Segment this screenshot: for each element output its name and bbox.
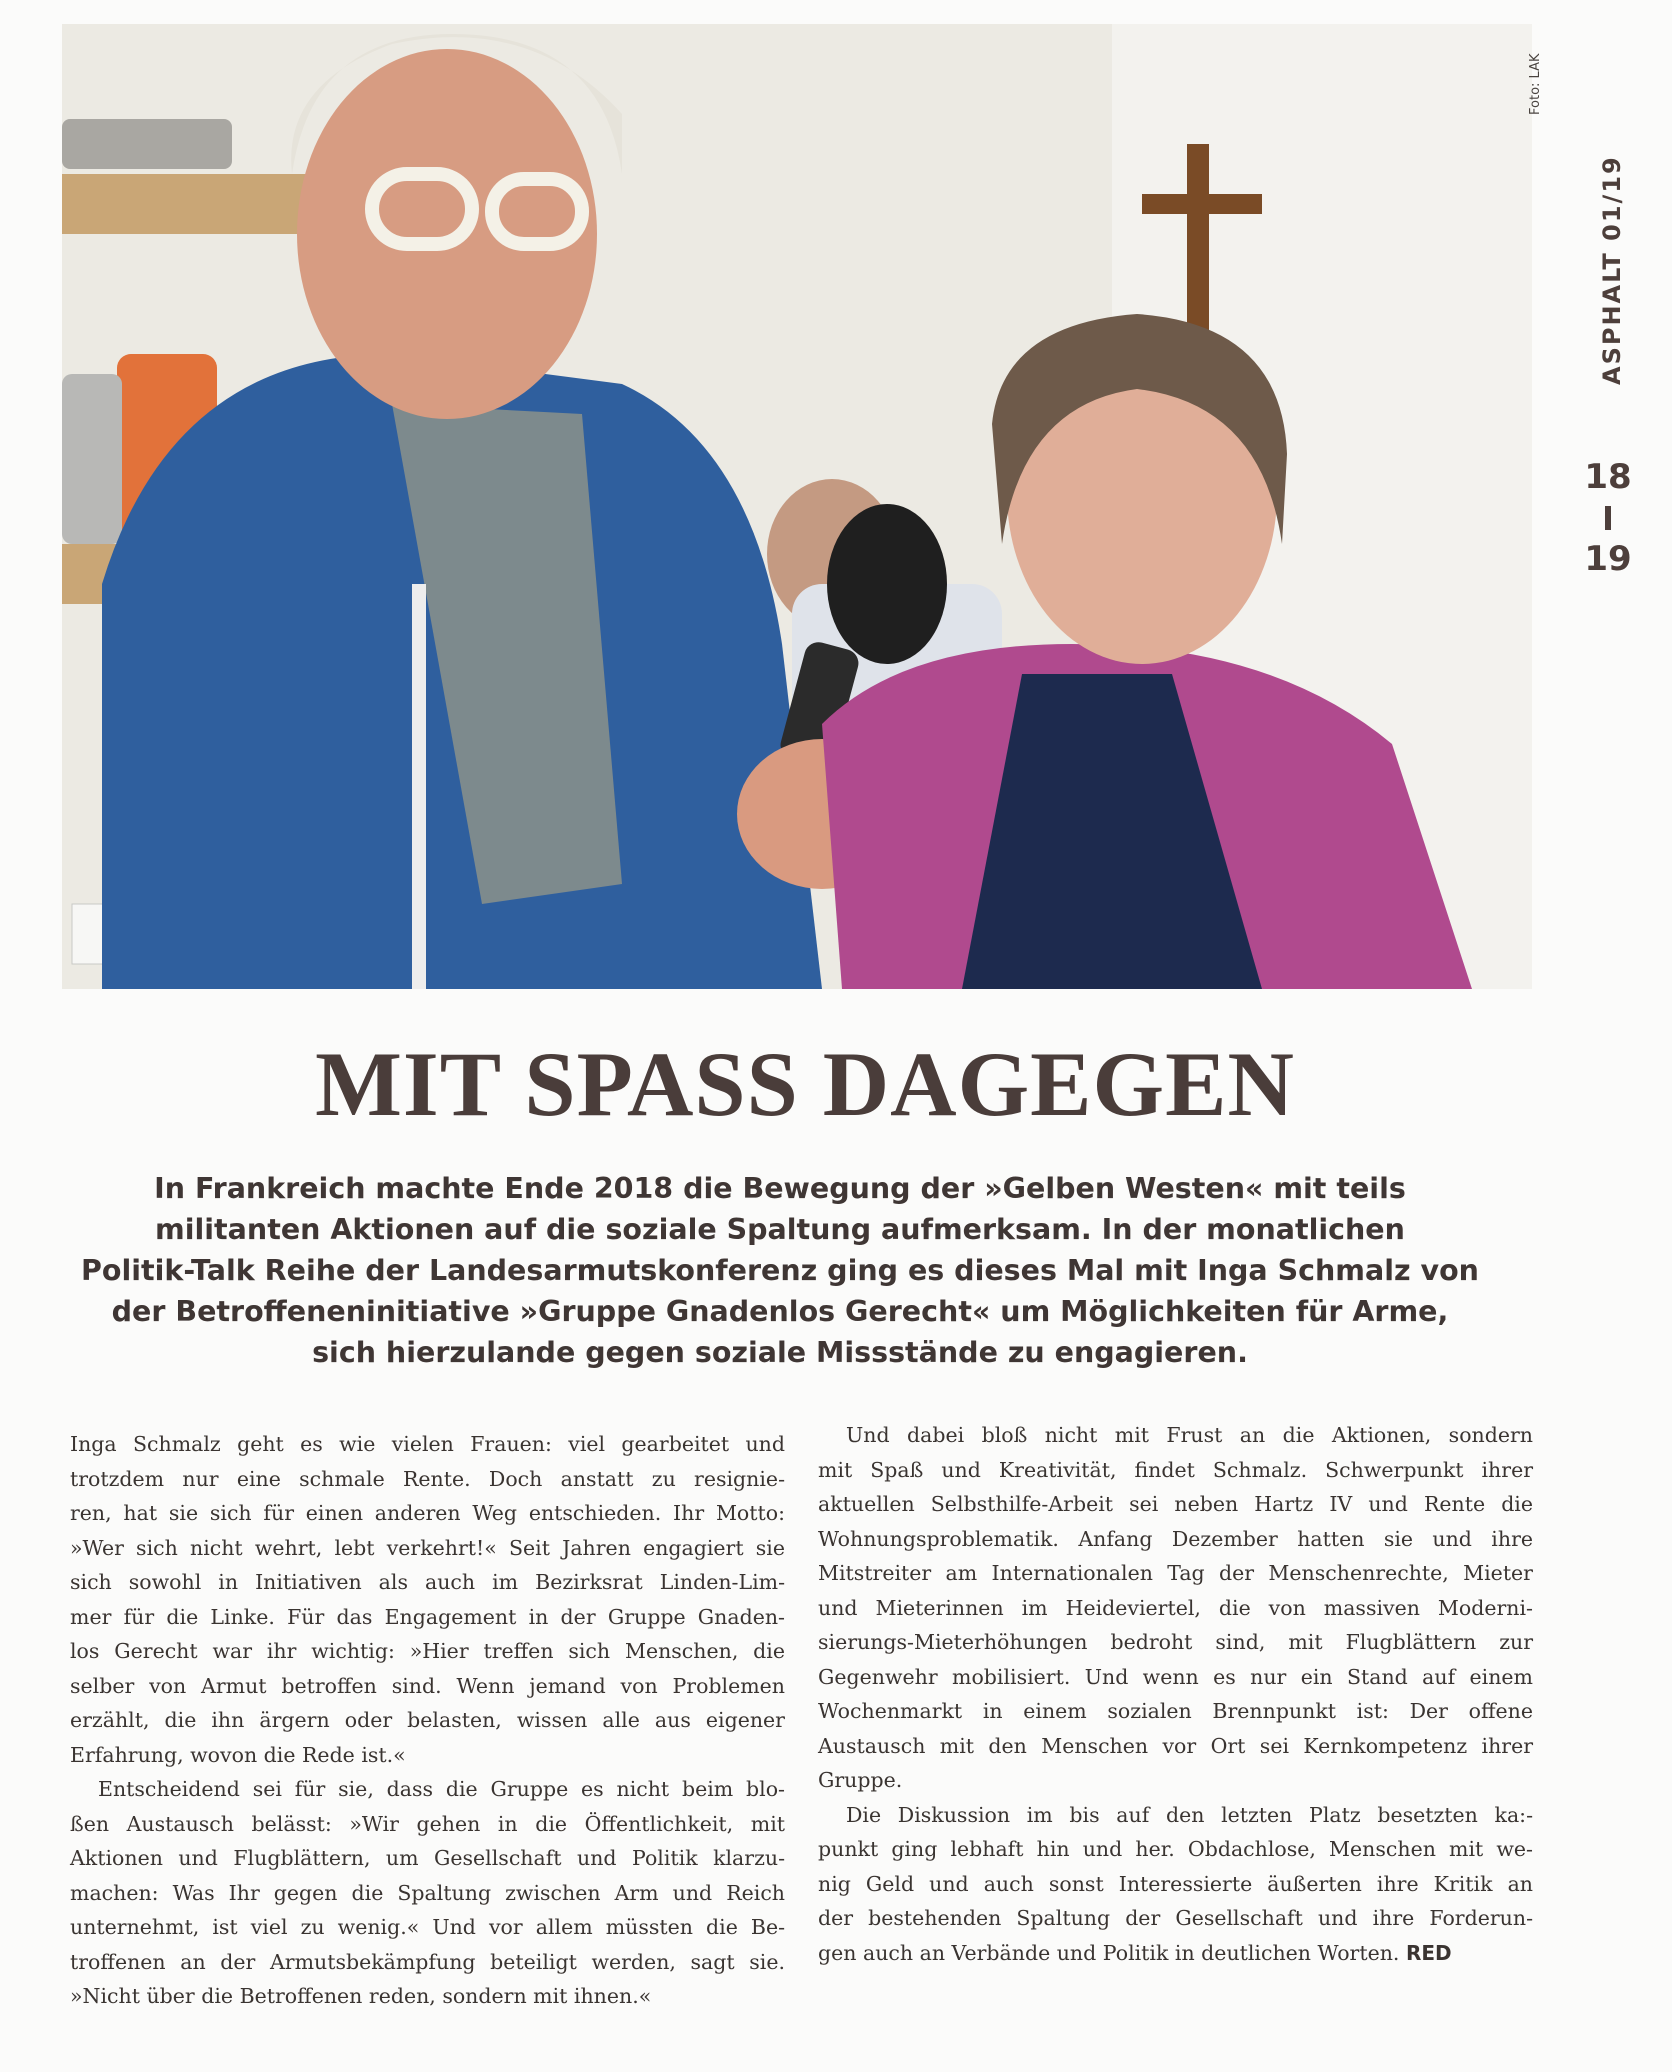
text-line: trotzdem nur eine schmale Rente. Doch anstatt zu resignie- (70, 1466, 785, 1491)
article-photo (62, 24, 1532, 989)
article-column-left (70, 1427, 785, 2014)
page-number-left: 18 (1584, 457, 1632, 497)
text-line: Gruppe. (818, 1768, 903, 1792)
text-line: Und dabei bloß nicht mit Frust an die Aktionen, sondern (846, 1423, 1533, 1447)
article-column-right (818, 1418, 1533, 1970)
photo-credit: Foto: LAK (1528, 53, 1543, 115)
photo-interview-icon (62, 24, 1532, 989)
lead-line: militanten Aktionen auf die soziale Spaltung aufmerksam. In der monatlichen (155, 1213, 1405, 1246)
text-line: Aktionen und Flugblättern, um Gesellschaft und Politik klarzu- (70, 1846, 785, 1870)
text-line: unternehmt, ist viel zu wenig.« Und vor allem müssten die Be- (70, 1915, 785, 1939)
issue-label: ASPHALT 01/19 (1598, 155, 1626, 385)
text-line: nig Geld und auch sonst Interessierte äußerten ihre Kritik an (818, 1871, 1533, 1896)
text-line: Inga Schmalz geht es wie vielen Frauen: viel gearbeitet und (70, 1432, 785, 1456)
page-numbers (1578, 457, 1638, 579)
text-line: mer für die Linke. Für das Engagement in der Gruppe Gnaden- (70, 1604, 785, 1629)
text-line: punkt ging lebhaft hin und her. Obdachlose, Menschen mit we- (818, 1837, 1533, 1861)
text-line: gen auch an Verbände und Politik in deutlichen Worten. (818, 1940, 1400, 1965)
text-line: selber von Armut betroffen sind. Wenn jemand von Problemen (70, 1673, 785, 1698)
author-signature: RED (1405, 1940, 1452, 1965)
lead-line: sich hierzulande gegen soziale Missstände zu engagieren. (312, 1336, 1248, 1369)
lead-line: Politik-Talk Reihe der Landesarmutskonferenz ging es dieses Mal mit Inga Schmalz von (81, 1254, 1479, 1287)
text-line: und Mieterinnen im Heideviertel, die von massiven Moderni- (818, 1595, 1533, 1620)
text-line: aktuellen Selbsthilfe-Arbeit sei neben Hartz IV und Rente die (818, 1492, 1533, 1516)
text-line: los Gerecht war ihr wichtig: »Hier treffen sich Menschen, die (70, 1639, 785, 1663)
text-line: Die Diskussion im bis auf den letzten Platz besetzten ka:- (846, 1802, 1533, 1827)
text-line: Erfahrung, wovon die Rede ist.« (70, 1742, 406, 1767)
text-line: Wohnungsproblematik. Anfang Dezember hatten sie und ihre (818, 1526, 1533, 1551)
text-line: Entscheidend sei für sie, dass die Gruppe es nicht beim blo- (98, 1777, 785, 1801)
text-line: sich sowohl in Initiativen als auch im Bezirksrat Linden-Lim- (70, 1570, 785, 1594)
text-line: ren, hat sie sich für einen anderen Weg entschieden. Ihr Motto: (70, 1501, 785, 1525)
lead-line: In Frankreich machte Ende 2018 die Bewegung der »Gelben Westen« mit teils (154, 1172, 1406, 1205)
lead-line: der Betroffeneninitiative »Gruppe Gnadenlos Gerecht« um Möglichkeiten für Arme, (111, 1295, 1449, 1328)
text-line: Wochenmarkt in einem sozialen Brennpunkt ist: Der offene (818, 1699, 1533, 1723)
article-headline: MIT SPASS DAGEGEN (315, 1033, 1295, 1135)
text-line: Austausch mit den Menschen vor Ort sei Kernkompetenz ihrer (818, 1733, 1533, 1758)
text-line: ßen Austausch belässt: »Wir gehen in die Öffentlichkeit, mit (70, 1811, 785, 1836)
page-divider (1605, 506, 1611, 530)
text-line: der bestehenden Spaltung der Gesellschaft und ihre Forderun- (818, 1906, 1533, 1930)
text-line: Mitstreiter am Internationalen Tag der Menschenrechte, Mieter (818, 1561, 1533, 1585)
text-line: »Nicht über die Betroffenen reden, sondern mit ihnen.« (70, 1984, 652, 2008)
text-line: erzählt, die ihn ärgern oder belasten, wissen alle aus eigener (70, 1708, 785, 1732)
text-line: sierungs-Mieterhöhungen bedroht sind, mit Flugblättern zur (818, 1630, 1533, 1654)
article-lead (60, 1168, 1500, 1373)
text-line: mit Spaß und Kreativität, findet Schmalz. Schwerpunkt ihrer (818, 1457, 1533, 1482)
text-line: troffenen an der Armutsbekämpfung beteiligt werden, sagt sie. (70, 1949, 785, 1974)
page-number-right: 19 (1584, 539, 1632, 579)
text-line: Gegenwehr mobilisiert. Und wenn es nur ein Stand auf einem (818, 1664, 1533, 1689)
text-line-final (818, 1936, 1533, 1971)
text-line: machen: Was Ihr gegen die Spaltung zwischen Arm und Reich (70, 1880, 785, 1905)
text-line: »Wer sich nicht wehrt, lebt verkehrt!« Seit Jahren engagiert sie (70, 1535, 785, 1560)
